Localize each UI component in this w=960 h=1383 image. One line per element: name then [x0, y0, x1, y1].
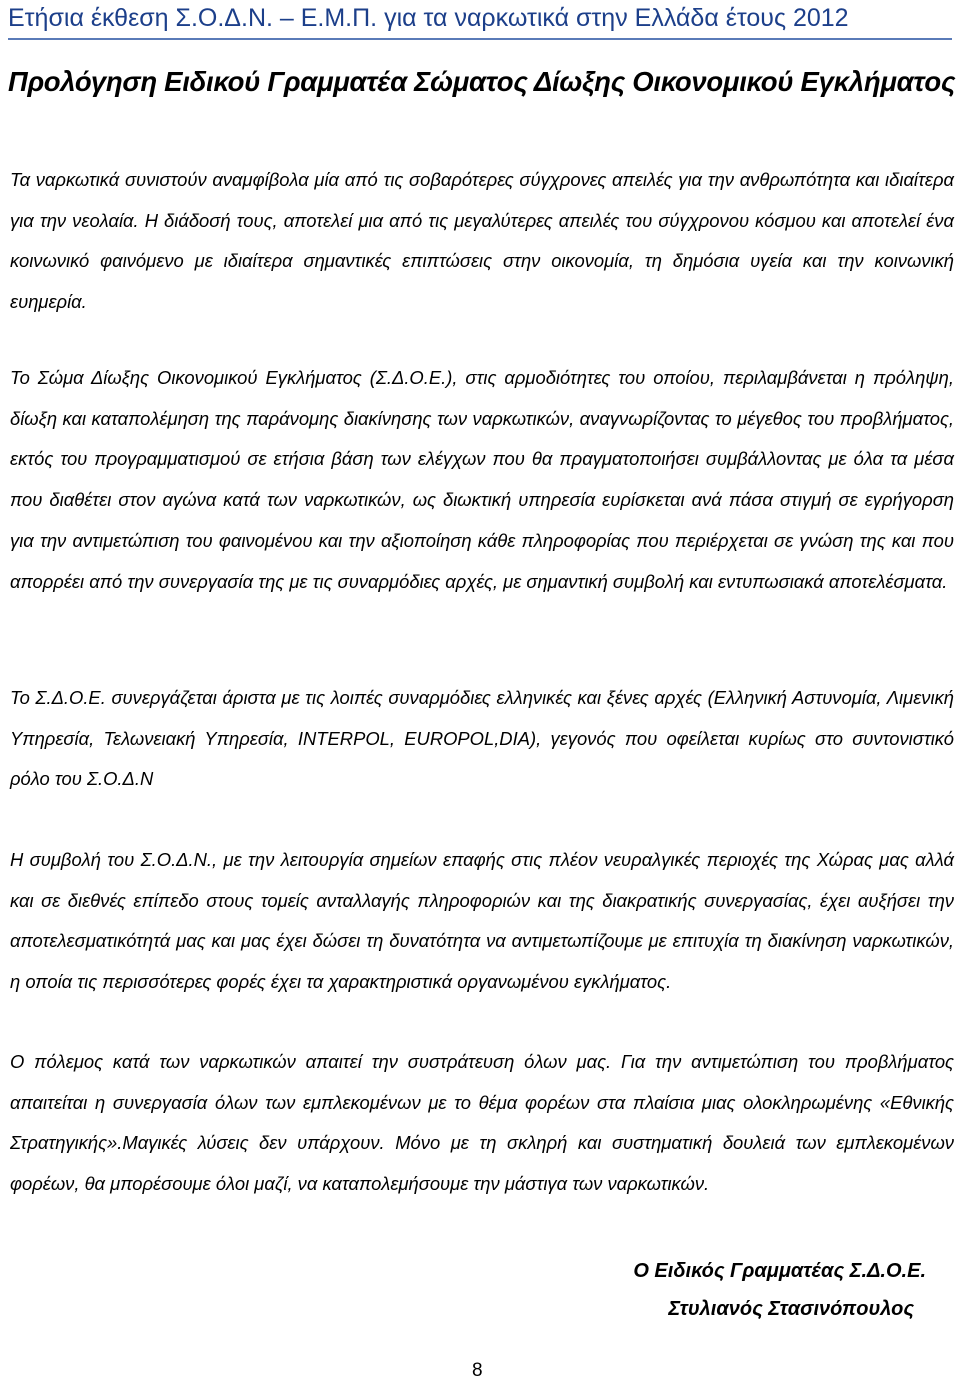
header-divider	[8, 38, 952, 40]
signature-role: Ο Ειδικός Γραμματέας Σ.Δ.Ο.Ε.	[633, 1260, 926, 1282]
paragraph-4: Η συμβολή του Σ.Ο.Δ.Ν., με την λειτουργία σημείων επαφής στις πλέον νευραλγικές περιοχές της Χώρας μας αλλά και σε διεθνές επίπεδο στους τομείς ανταλλαγής πληροφοριών και της διακρατικής συνεργασίας, έχει αυξήσει την αποτελεσματικότητά μας και μας έχει δώσει τη δυνατότητα να αντιμετωπίζουμε με επιτυχία τη διακίνηση ναρκωτικών, η οποία τις περισσότερες φορές έχει τα χαρακτηριστικά οργανωμένου εγκλήματος.	[10, 849, 954, 993]
paragraph-3: Το Σ.Δ.Ο.Ε. συνεργάζεται άριστα με τις λοιπές συναρμόδιες ελληνικές και ξένες αρχές (Ελληνική Αστυνομία, Λιμενική Υπηρεσία, Τελωνειακή Υπηρεσία, INTERPOL, EUROPOL,DIA), γεγονός που οφείλεται κυρίως στο συντονιστικό ρόλο του Σ.Ο.Δ.Ν	[10, 687, 954, 790]
paragraph-2: Το Σώμα Δίωξης Οικονομικού Εγκλήματος (Σ.Δ.Ο.Ε.), στις αρμοδιότητες του οποίου, περιλαμβάνεται η πρόληψη, δίωξη και καταπολέμηση της παράνομης διακίνησης των ναρκωτικών, αναγνωρίζοντας το μέγεθος του προβλήματος, εκτός του προγραμματισμού σε ετήσια βάση των ελέγχων που θα πραγματοποιήσει συμβάλλοντας με όλα τα μέσα που διαθέτει στον αγώνα κατά των ναρκωτικών, ως διωκτική υπηρεσία ευρίσκεται ανά πάσα στιγμή σε εγρήγορση για την αντιμετώπιση του φαινομένου και την αξιοποίηση κάθε πληροφορίας που περιέρχεται σε γνώση της και που απορρέει από την συνεργασία της με τις συναρμόδιες αρχές, με σημαντική συμβολή και εντυπωσιακά αποτελέσματα.	[10, 367, 954, 592]
running-header: Ετήσια έκθεση Σ.Ο.Δ.Ν. – Ε.Μ.Π. για τα ναρκωτικά στην Ελλάδα έτους 2012	[8, 4, 849, 32]
signature-name: Στυλιανός Στασινόπουλος	[668, 1298, 914, 1320]
paragraph-5: Ο πόλεμος κατά των ναρκωτικών απαιτεί την συστράτευση όλων μας. Για την αντιμετώπιση του προβλήματος απαιτείται η συνεργασία όλων των εμπλεκομένων με το θέμα φορέων στα πλαίσια μιας ολοκληρωμένης «Εθνικής Στρατηγικής».Μαγικές λύσεις δεν υπάρχουν. Μόνο με τη σκληρή και συστηματική δουλειά των εμπλεκομένων φορέων, θα μπορέσουμε όλοι μαζί, να καταπολεμήσουμε την μάστιγα των ναρκωτικών.	[10, 1051, 954, 1195]
paragraph-1: Τα ναρκωτικά συνιστούν αναμφίβολα μία από τις σοβαρότερες σύγχρονες απειλές για την ανθρωπότητα και ιδιαίτερα για την νεολαία. Η διάδοσή τους, αποτελεί μια από τις μεγαλύτερες απειλές του σύγχρονου κόσμου και αποτελεί ένα κοινωνικό φαινόμενο με ιδιαίτερα σημαντικές επιπτώσεις στην οικονομία, τη δημόσια υγεία και την κοινωνική ευημερία.	[10, 169, 954, 313]
page-number: 8	[472, 1360, 483, 1381]
document-title: Προλόγηση Ειδικού Γραμματέα Σώματος Δίωξης Οικονομικού Εγκλήματος	[8, 66, 956, 97]
